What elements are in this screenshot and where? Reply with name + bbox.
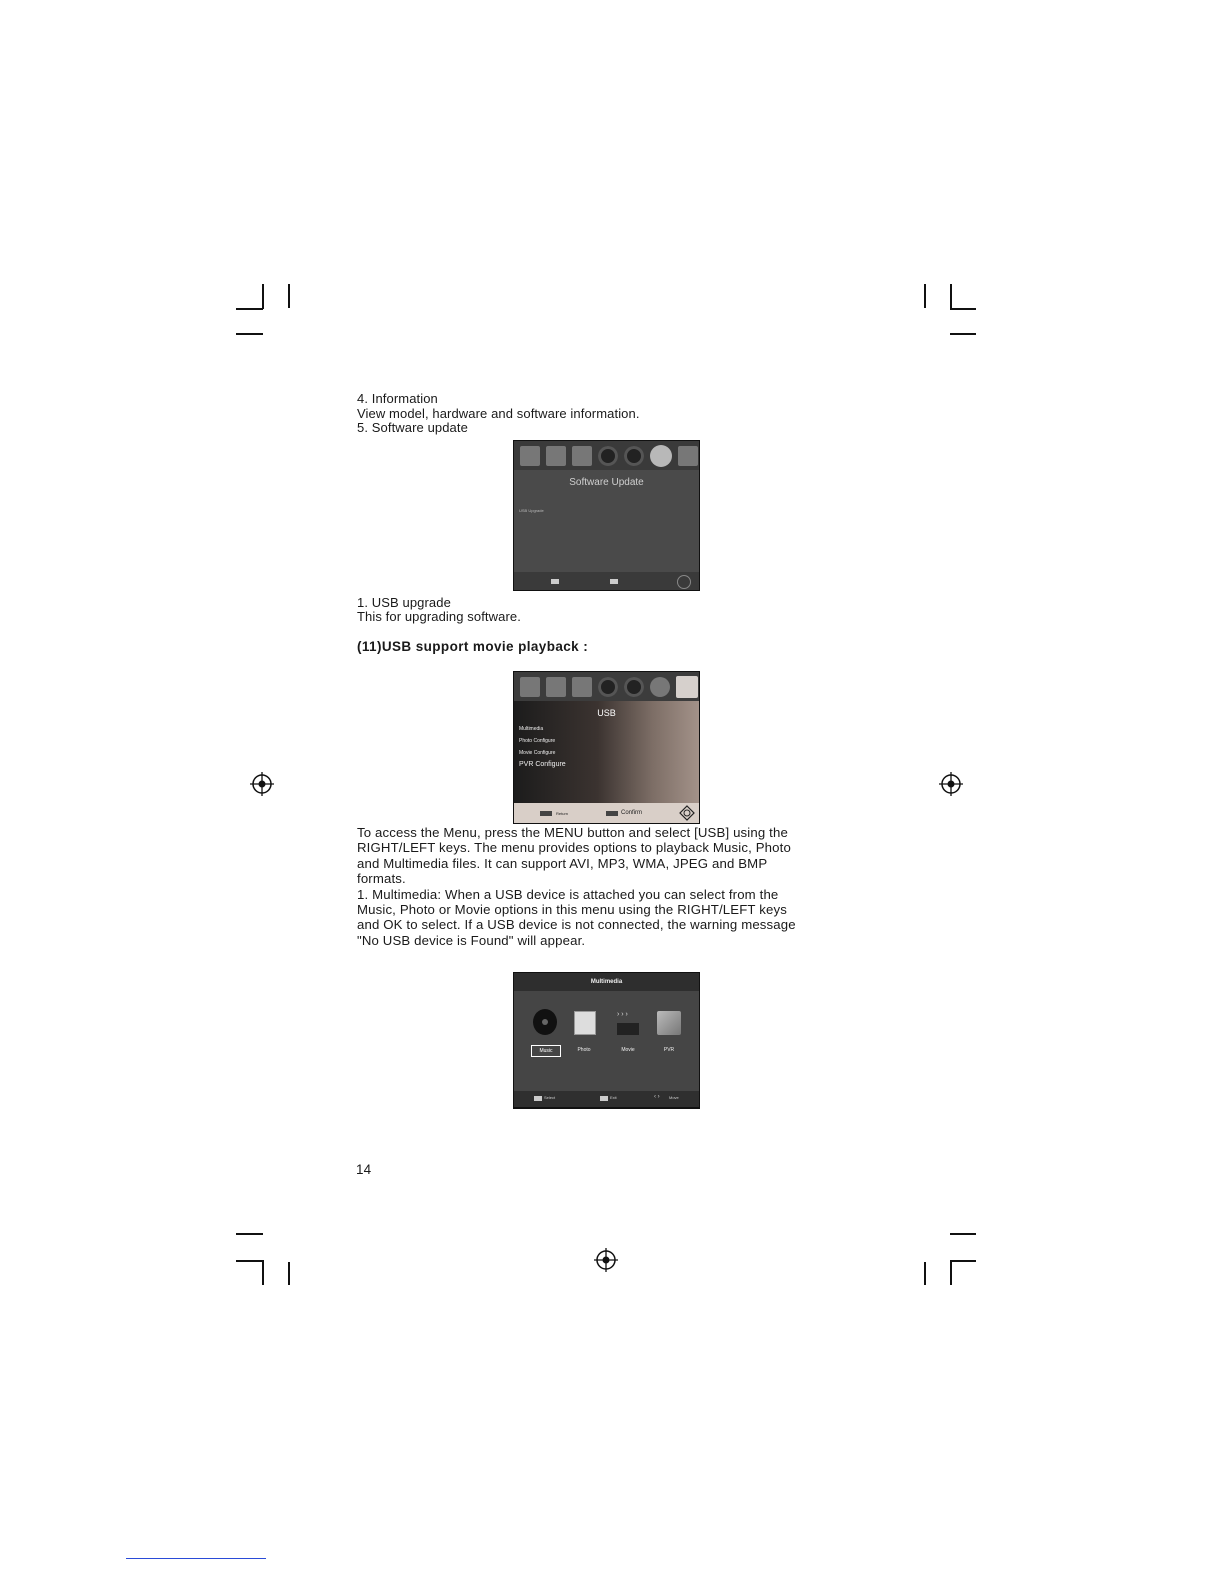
software-update-icon [650, 445, 672, 467]
footer-key-icon [551, 579, 559, 584]
crop-mark [950, 333, 976, 335]
crop-mark [950, 1260, 952, 1285]
registration-mark-icon [939, 772, 963, 796]
pvr-icon [657, 1011, 681, 1035]
menu-item-movie-configure: Movie Configure [519, 750, 556, 756]
footer-return-label: Return [556, 811, 569, 816]
multimedia-screenshot [513, 972, 700, 1109]
crop-mark [262, 1260, 264, 1285]
crop-mark [236, 308, 263, 310]
info-desc: View model, hardware and software information. [357, 406, 640, 421]
option-photo: Photo [577, 1047, 591, 1053]
paragraph-line: formats. [357, 871, 406, 887]
footer-move-label: Move [669, 1095, 679, 1100]
crop-mark [236, 333, 263, 335]
crop-mark [288, 284, 290, 308]
sound-icon [546, 446, 566, 466]
usb-menu-screenshot [513, 671, 700, 824]
software-update-screenshot [513, 440, 700, 591]
time-icon [598, 677, 618, 697]
footer-key-icon [540, 811, 552, 816]
screen-footer [514, 1091, 699, 1107]
usb-icon [676, 676, 698, 698]
option-music: Music [531, 1045, 561, 1057]
usb-description [357, 825, 857, 948]
crop-mark [950, 284, 952, 309]
menu-icon-bar [514, 441, 699, 470]
screen-footer [514, 803, 699, 823]
paragraph-line: and Multimedia files. It can support AVI, MP3, WMA, JPEG and BMP [357, 855, 768, 871]
paragraph-line: Music, Photo or Movie options in this menu using the RIGHT/LEFT keys [357, 902, 787, 918]
crop-mark [236, 1260, 263, 1262]
crop-mark [924, 284, 926, 308]
navigation-icon [679, 805, 695, 821]
registration-mark-icon [594, 1248, 618, 1272]
page-number: 14 [356, 1162, 372, 1177]
crop-mark [950, 308, 976, 310]
footer-key-icon [610, 579, 618, 584]
option-movie: Movie [621, 1047, 635, 1053]
left-right-arrows-icon: ‹ › [654, 1094, 660, 1100]
picture-icon [520, 446, 540, 466]
picture-icon [520, 677, 540, 697]
footer-key-icon [534, 1096, 542, 1101]
crop-mark [950, 1233, 976, 1235]
footer-confirm-label: Confirm [621, 810, 643, 816]
channel-icon [572, 677, 592, 697]
option-icon [624, 446, 644, 466]
sound-icon [546, 677, 566, 697]
movie-clapper-icon: › › › [617, 1011, 639, 1035]
paragraph-line: RIGHT/LEFT keys. The menu provides options to playback Music, Photo [357, 840, 791, 856]
usb-upgrade-desc: This for upgrading software. [357, 609, 521, 624]
footer-key-icon [600, 1096, 608, 1101]
paragraph-line: To access the Menu, press the MENU button and select [USB] using the [357, 825, 788, 840]
photo-icon [574, 1011, 596, 1035]
paragraph-line: 1. Multimedia: When a USB device is attached you can select from the [357, 886, 779, 902]
crop-mark [924, 1262, 926, 1285]
footer-exit-label: Exit [610, 1095, 617, 1100]
usb-icon [678, 446, 698, 466]
screen-footer [514, 572, 699, 590]
paragraph-line: and OK to select. If a USB device is not connected, the warning message [357, 917, 796, 933]
bottom-rule [126, 1558, 266, 1559]
menu-icon-bar [514, 672, 699, 701]
multimedia-screen-title: Multimedia [590, 979, 623, 985]
crop-mark [950, 1260, 976, 1262]
option-pvr: PVR [663, 1047, 675, 1053]
software-update-icon [650, 677, 670, 697]
music-disc-icon [532, 1008, 558, 1036]
crop-mark [236, 1233, 263, 1235]
registration-mark-icon [250, 772, 274, 796]
crop-mark [288, 1262, 290, 1285]
usb-upgrade-title: 1. USB upgrade [357, 595, 451, 610]
usb-section-heading: (11)USB support movie playback : [357, 639, 589, 654]
usb-screen-title: USB [597, 708, 616, 718]
channel-icon [572, 446, 592, 466]
menu-item-pvr-configure: PVR Configure [519, 761, 566, 768]
info-title: 4. Information [357, 391, 438, 406]
time-icon [598, 446, 618, 466]
paragraph-line: "No USB device is Found" will appear. [357, 932, 586, 948]
menu-item-photo-configure: Photo Configure [519, 738, 556, 744]
option-icon [624, 677, 644, 697]
crop-mark [262, 284, 264, 309]
move-icon [677, 575, 691, 589]
menu-item-multimedia: Multimedia [519, 726, 544, 732]
software-update-title: 5. Software update [357, 420, 468, 435]
footer-key-icon [606, 811, 618, 816]
menu-item-usb-upgrade: USB Upgrade [519, 508, 544, 513]
software-update-screen-title: Software Update [569, 477, 644, 488]
footer-select-label: Select [544, 1095, 556, 1100]
